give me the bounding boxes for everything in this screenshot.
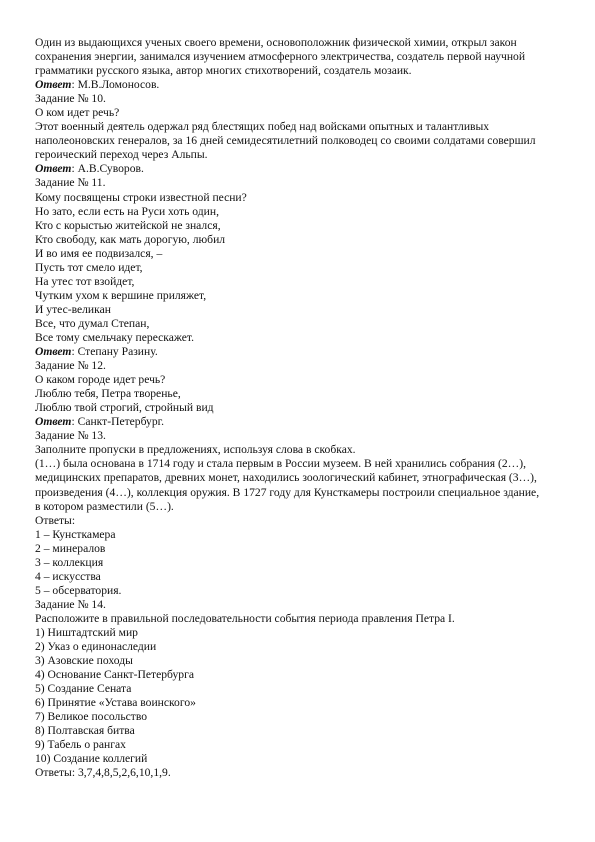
list-item: 8) Полтавская битва: [35, 724, 135, 738]
poem-line: Кто с корыстью житейской не знался,: [35, 218, 221, 232]
task-title: Задание № 10.: [35, 92, 106, 106]
list-item: 2) Указ о единонаследии: [35, 640, 157, 654]
poem-line: Люблю твой строгий, стройный вид: [35, 401, 214, 415]
answer-item: 3 – коллекция: [35, 555, 104, 569]
answer-value: М.В.Ломоносов.: [74, 78, 160, 92]
answer-line: [35, 162, 565, 176]
list-item: 4) Основание Санкт-Петербурга: [35, 668, 194, 682]
text-line: произведения (4…), коллекция оружия. В 1727 году для Кунсткамеры построили специальное здание,: [35, 485, 540, 499]
task-title: Задание № 13.: [35, 429, 106, 443]
poem-line: И во имя ее подвизался, –: [35, 246, 163, 260]
answer-label: Ответ: [35, 415, 72, 429]
answer-item: 2 – минералов: [35, 541, 106, 555]
answer-label: Ответ: [35, 78, 72, 92]
poem-line: Пусть тот смело идет,: [35, 260, 143, 274]
answer-colon: :: [71, 345, 75, 359]
answer-colon: :: [71, 78, 75, 92]
poem-line: Люблю тебя, Петра творенье,: [35, 387, 181, 401]
text-line: сохранения энергии, занимался изучением атмосферного электричества, создатель первой научной: [35, 50, 526, 64]
answer-line: [35, 78, 565, 92]
task-title: Задание № 11.: [35, 176, 106, 190]
document-page: [35, 36, 565, 780]
poem-line: Кто свободу, как мать дорогую, любил: [35, 232, 226, 246]
task-title: Задание № 12.: [35, 359, 106, 373]
text-line: наполеоновских генералов, за 16 дней семидесятилетний полководец со своими солдатами совершил: [35, 134, 536, 148]
answer-label: Ответ: [35, 345, 72, 359]
answer-value: Степану Разину.: [74, 345, 158, 359]
answer-item: 4 – искусства: [35, 569, 101, 583]
poem-line: И утес-великан: [35, 302, 111, 316]
text-line: героический переход через Альпы.: [35, 148, 208, 162]
answer-line: [35, 415, 565, 429]
task-title: Задание № 14.: [35, 597, 106, 611]
poem-line: На утес тот взойдет,: [35, 274, 135, 288]
task-question: О ком идет речь?: [35, 106, 120, 120]
poem-line: Чутким ухом к вершине приляжет,: [35, 288, 207, 302]
answer-item: 5 – обсерватория.: [35, 583, 122, 597]
list-item: 6) Принятие «Устава воинского»: [35, 696, 196, 710]
list-item: 1) Ништадтский мир: [35, 625, 138, 639]
answer-value: Санкт-Петербург.: [74, 415, 165, 429]
poem-line: Все тому смельчаку перескажет.: [35, 330, 194, 344]
answer-line: [35, 345, 565, 359]
text-line: (1…) была основана в 1714 году и стала первым в России музеем. В ней хранились собрания (2…),: [35, 457, 526, 471]
answer-item: 1 – Кунсткамера: [35, 527, 116, 541]
task-question: Кому посвящены строки известной песни?: [35, 190, 247, 204]
text-line: грамматики русского языка, автор многих стихотворений, создатель мозаик.: [35, 64, 412, 78]
task-instruction: Расположите в правильной последовательности события периода правления Петра I.: [35, 611, 455, 625]
list-item: 7) Великое посольство: [35, 710, 148, 724]
list-item: 5) Создание Сената: [35, 682, 132, 696]
text-line: Один из выдающихся ученых своего времени, основоположник физической химии, открыл закон: [35, 36, 517, 49]
task-instruction: Заполните пропуски в предложениях, используя слова в скобках.: [35, 443, 356, 457]
answer-label: Ответ: [35, 162, 72, 176]
final-answer: Ответы: 3,7,4,8,5,2,6,10,1,9.: [35, 766, 171, 780]
poem-line: Но зато, если есть на Руси хоть один,: [35, 204, 219, 218]
text-line: в котором разместили (5…).: [35, 499, 174, 513]
answer-value: А.В.Суворов.: [74, 162, 144, 176]
text-line: медицинских препаратов, древних монет, находились зоологический кабинет, этнографическая (3…),: [35, 471, 537, 485]
text-line: Этот военный деятель одержал ряд блестящих побед над войсками опытных и талантливых: [35, 120, 490, 134]
answer-colon: :: [71, 415, 75, 429]
list-item: 10) Создание коллегий: [35, 752, 148, 766]
answers-title: Ответы:: [35, 513, 76, 527]
answer-colon: :: [71, 162, 75, 176]
list-item: 3) Азовские походы: [35, 654, 133, 668]
task-question: О каком городе идет речь?: [35, 373, 166, 387]
list-item: 9) Табель о рангах: [35, 738, 126, 752]
task9-text: [35, 36, 565, 78]
poem-line: Все, что думал Степан,: [35, 316, 150, 330]
